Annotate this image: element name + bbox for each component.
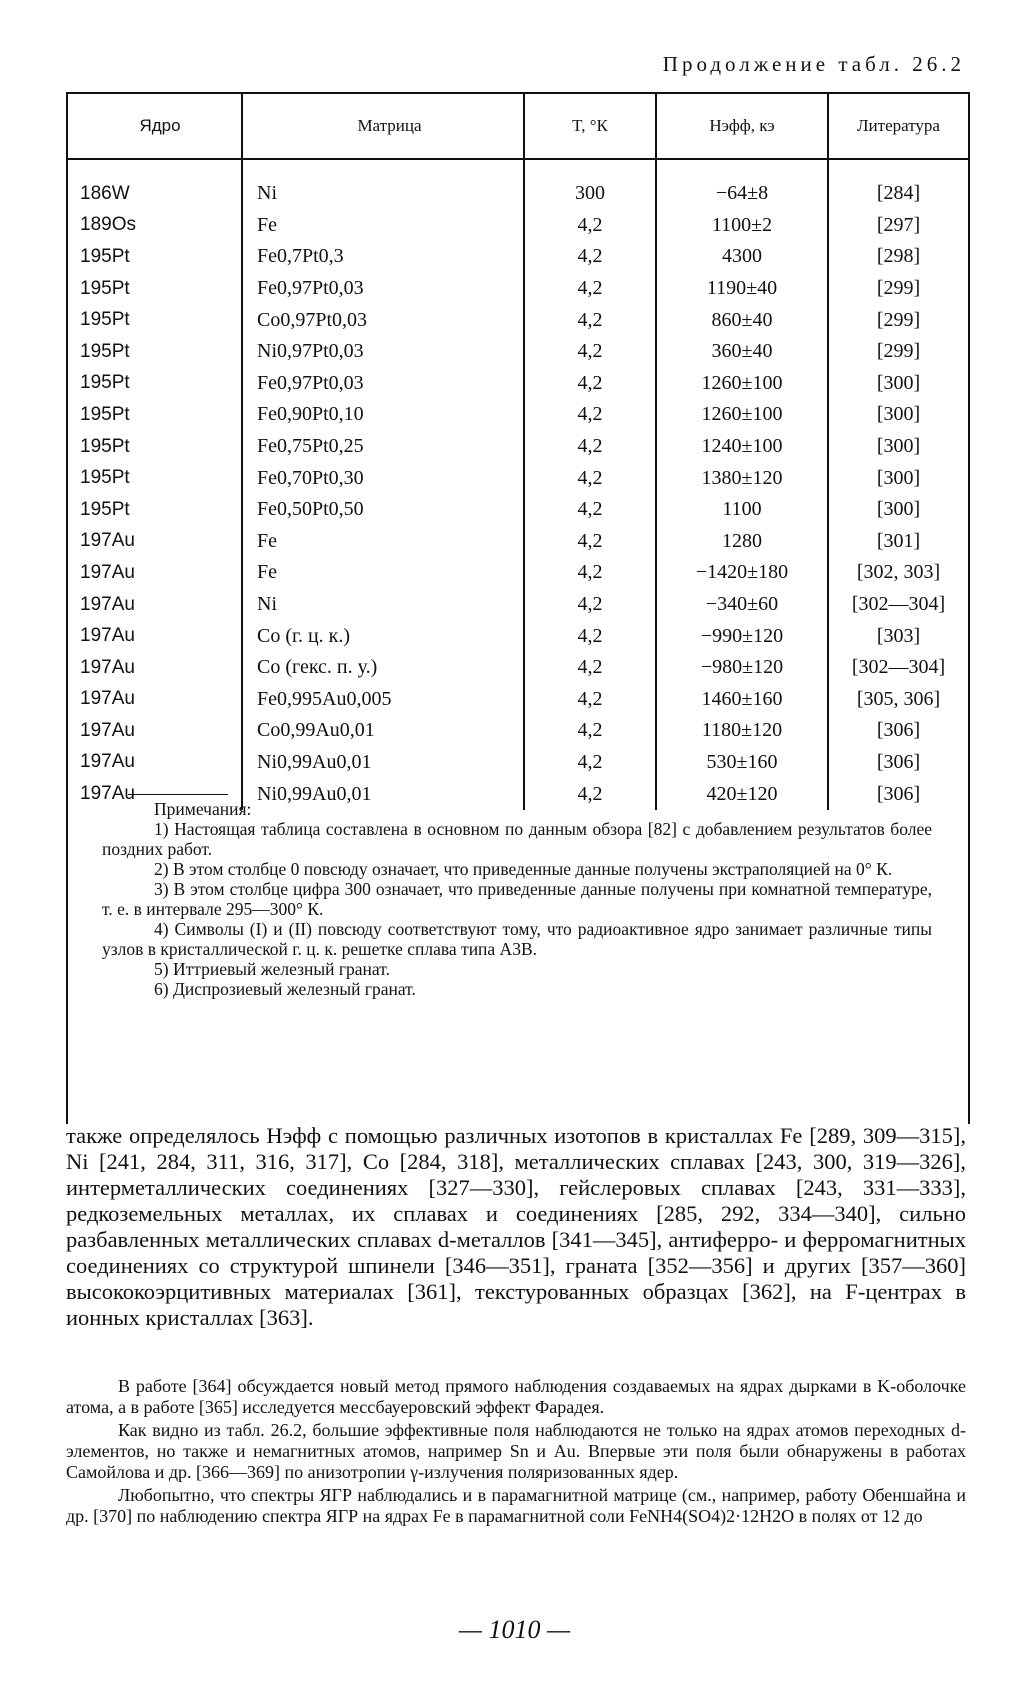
note-5: 5) Иттриевый железный гранат. (154, 959, 390, 979)
cell-references: [302—304] (851, 656, 946, 679)
table-caption: Продолжение табл. 26.2 (662, 52, 965, 76)
cell-field: 1260±100 (656, 368, 828, 400)
cell-field: 860±40 (656, 304, 828, 336)
cell-matrix: Fe0,7Pt0,3 (242, 241, 524, 273)
paragraph-3: Любопытно, что спектры ЯГР наблюдались и в парамагнитной матрице (см., например, работу Обеншайна и др. [370] по наблюдению спектра ЯГР на ядрах Fe в парамагнитной соли FeNH4(SO4)2·12H2O в полях от 12 до (66, 1485, 966, 1526)
table-body (68, 159, 968, 810)
body-text (66, 1123, 966, 1331)
cell-matrix: Ni (242, 589, 524, 621)
cell-matrix: Fe0,70Pt0,30 (242, 462, 524, 494)
cell-temperature: 4,2 (524, 304, 656, 336)
table-notes (102, 794, 932, 999)
cell-nucleus: 195Pt (68, 431, 242, 463)
cell-temperature: 4,2 (524, 210, 656, 242)
cell-nucleus: 186W (68, 159, 242, 210)
table-row (68, 241, 968, 273)
cell-temperature: 4,2 (524, 652, 656, 684)
small-text (66, 1376, 966, 1529)
cell-field: 530±160 (656, 747, 828, 779)
cell-matrix: Co (г. ц. к.) (242, 620, 524, 652)
cell-references: [300] (876, 498, 921, 521)
cell-field: 360±40 (656, 336, 828, 368)
cell-matrix: Fe (242, 210, 524, 242)
data-table (68, 94, 968, 810)
cell-nucleus: 197Au (68, 652, 242, 684)
table-row (68, 336, 968, 368)
cell-nucleus: 197Au (68, 526, 242, 558)
cell-matrix: Fe0,97Pt0,03 (242, 368, 524, 400)
table-row (68, 557, 968, 589)
cell-nucleus: 197Au (68, 589, 242, 621)
cell-matrix: Fe0,75Pt0,25 (242, 431, 524, 463)
cell-field: 1460±160 (656, 684, 828, 716)
cell-field: −1420±180 (656, 557, 828, 589)
table-row (68, 159, 968, 210)
cell-field: 1190±40 (656, 273, 828, 305)
table-row (68, 747, 968, 779)
note-3: 3) В этом столбце цифра 300 означает, что приведенные данные получены при комнатной температуре, т. е. в интервале 295—300° К. (102, 879, 932, 919)
cell-temperature: 4,2 (524, 273, 656, 305)
cell-references: [300] (876, 403, 921, 426)
cell-references: [297] (876, 213, 921, 236)
cell-matrix: Ni (242, 159, 524, 210)
cell-field: 1100 (656, 494, 828, 526)
cell-field: 4300 (656, 241, 828, 273)
table-row (68, 684, 968, 716)
cell-field: 1380±120 (656, 462, 828, 494)
table-header-row (68, 94, 968, 159)
cell-references: [306] (876, 750, 921, 773)
cell-temperature: 4,2 (524, 715, 656, 747)
note-2: 2) В этом столбце 0 повсюду означает, что приведенные данные получены экстраполяцией на 0° К. (154, 859, 893, 879)
cell-field: 420±120 (656, 778, 828, 810)
header-nucleus: Ядро (68, 94, 242, 159)
table-row (68, 652, 968, 684)
cell-nucleus: 195Pt (68, 462, 242, 494)
cell-field: 1240±100 (656, 431, 828, 463)
cell-field: 1280 (656, 526, 828, 558)
cell-references: [301] (876, 529, 921, 552)
cell-field: 1100±2 (656, 210, 828, 242)
cell-nucleus: 195Pt (68, 304, 242, 336)
cell-references: [305, 306] (856, 687, 941, 710)
cell-temperature: 4,2 (524, 399, 656, 431)
cell-references: [298] (876, 245, 921, 268)
cell-matrix: Fe0,50Pt0,50 (242, 494, 524, 526)
cell-temperature: 4,2 (524, 241, 656, 273)
cell-references: [302—304] (851, 593, 946, 616)
cell-references: [300] (876, 466, 921, 489)
cell-references: [306] (876, 719, 921, 742)
cell-references: [303] (876, 624, 921, 647)
table-row (68, 304, 968, 336)
cell-nucleus: 195Pt (68, 241, 242, 273)
cell-nucleus: 195Pt (68, 399, 242, 431)
cell-nucleus: 197Au (68, 715, 242, 747)
table-row (68, 368, 968, 400)
cell-nucleus: 189Os (68, 210, 242, 242)
table-row (68, 715, 968, 747)
notes-divider (128, 794, 228, 795)
cell-matrix: Ni0,99Au0,01 (242, 778, 524, 810)
table-row (68, 273, 968, 305)
cell-temperature: 4,2 (524, 336, 656, 368)
cell-temperature: 4,2 (524, 431, 656, 463)
cell-nucleus: 195Pt (68, 273, 242, 305)
cell-temperature: 4,2 (524, 684, 656, 716)
table-row (68, 526, 968, 558)
cell-references: [299] (876, 308, 921, 331)
cell-matrix: Fe0,90Pt0,10 (242, 399, 524, 431)
table-row (68, 620, 968, 652)
cell-nucleus: 195Pt (68, 336, 242, 368)
cell-references: [299] (876, 277, 921, 300)
cell-matrix: Co0,97Pt0,03 (242, 304, 524, 336)
cell-temperature: 300 (524, 159, 656, 210)
cell-field: −980±120 (656, 652, 828, 684)
cell-nucleus: 195Pt (68, 494, 242, 526)
cell-field: −64±8 (656, 159, 828, 210)
header-temperature: T, °К (524, 94, 656, 159)
cell-temperature: 4,2 (524, 368, 656, 400)
cell-matrix: Co (гекс. п. у.) (242, 652, 524, 684)
cell-temperature: 4,2 (524, 462, 656, 494)
cell-field: −340±60 (656, 589, 828, 621)
cell-field: 1260±100 (656, 399, 828, 431)
cell-references: [300] (876, 435, 921, 458)
cell-temperature: 4,2 (524, 526, 656, 558)
cell-field: −990±120 (656, 620, 828, 652)
cell-references: [300] (876, 371, 921, 394)
cell-matrix: Fe0,97Pt0,03 (242, 273, 524, 305)
cell-nucleus: 197Au (68, 557, 242, 589)
cell-matrix: Ni0,99Au0,01 (242, 747, 524, 779)
header-field: Hэфф, кэ (656, 94, 828, 159)
cell-temperature: 4,2 (524, 778, 656, 810)
cell-nucleus: 195Pt (68, 368, 242, 400)
cell-nucleus: 197Au (68, 620, 242, 652)
table-row (68, 462, 968, 494)
cell-temperature: 4,2 (524, 557, 656, 589)
note-4: 4) Символы (I) и (II) повсюду соответствуют тому, что радиоактивное ядро занимает различные типы узлов в кристаллической г. ц. к. решетке сплава типа A3B. (102, 919, 932, 959)
cell-matrix: Fe (242, 557, 524, 589)
paragraph-2: Как видно из табл. 26.2, большие эффективные поля наблюдаются не только на ядрах атомов переходных d-элементов, но также и немагнитных атомов, например Sn и Au. Впервые эти поля были обнаружены в работах Самойлова и др. [366—369] по анизотропии γ-излучения поляризованных ядер. (66, 1420, 966, 1482)
table-row (68, 210, 968, 242)
cell-matrix: Fe (242, 526, 524, 558)
cell-field: 1180±120 (656, 715, 828, 747)
cell-nucleus: 197Au (68, 747, 242, 779)
cell-temperature: 4,2 (524, 620, 656, 652)
header-matrix: Матрица (242, 94, 524, 159)
note-6: 6) Диспрозиевый железный гранат. (154, 979, 416, 999)
paragraph-1: В работе [364] обсуждается новый метод прямого наблюдения создаваемых на ядрах дырками в K-оболочке атома, а в работе [365] исследуется мессбауеровский эффект Фарадея. (66, 1376, 966, 1417)
table-row (68, 589, 968, 621)
note-1: 1) Настоящая таблица составлена в основном по данным обзора [82] с добавлением результатов более поздних работ. (102, 819, 932, 859)
cell-temperature: 4,2 (524, 494, 656, 526)
table-row (68, 494, 968, 526)
table-row (68, 431, 968, 463)
body-paragraph: также определялось Hэфф с помощью различных изотопов в кристаллах Fe [289, 309—315], Ni [241, 284, 311, 316, 317], Co [284, 318], металлических сплавах [243, 300, 319—326], интерметаллических соединениях [327—330], гейслеровых сплавах [243, 331—333], редкоземельных металлах, их сплавах и соединениях [285, 292, 334—340], сильно разбавленных металлических сплавах d-металлов [341—345], антиферро- и ферромагнитных соединениях со структурой шпинели [346—351], граната [352—356] и других [357—360] высококоэрцитивных материалах [361], текстурованных образцах [362], на F-центрах в ионных кристаллах [363]. (66, 1123, 966, 1330)
header-references: Литература (828, 94, 968, 159)
cell-temperature: 4,2 (524, 747, 656, 779)
cell-references: [299] (876, 340, 921, 363)
page-number: — 1010 — (458, 1615, 571, 1644)
cell-matrix: Ni0,97Pt0,03 (242, 336, 524, 368)
cell-nucleus: 197Au (68, 778, 242, 810)
cell-references: [284] (876, 182, 921, 205)
notes-heading: Примечания: (154, 799, 252, 819)
cell-matrix: Co0,99Au0,01 (242, 715, 524, 747)
cell-references: [302, 303] (856, 561, 941, 584)
table-row (68, 399, 968, 431)
table-frame (66, 92, 970, 1124)
cell-temperature: 4,2 (524, 589, 656, 621)
cell-references: [306] (876, 782, 921, 805)
cell-nucleus: 197Au (68, 684, 242, 716)
cell-matrix: Fe0,995Au0,005 (242, 684, 524, 716)
